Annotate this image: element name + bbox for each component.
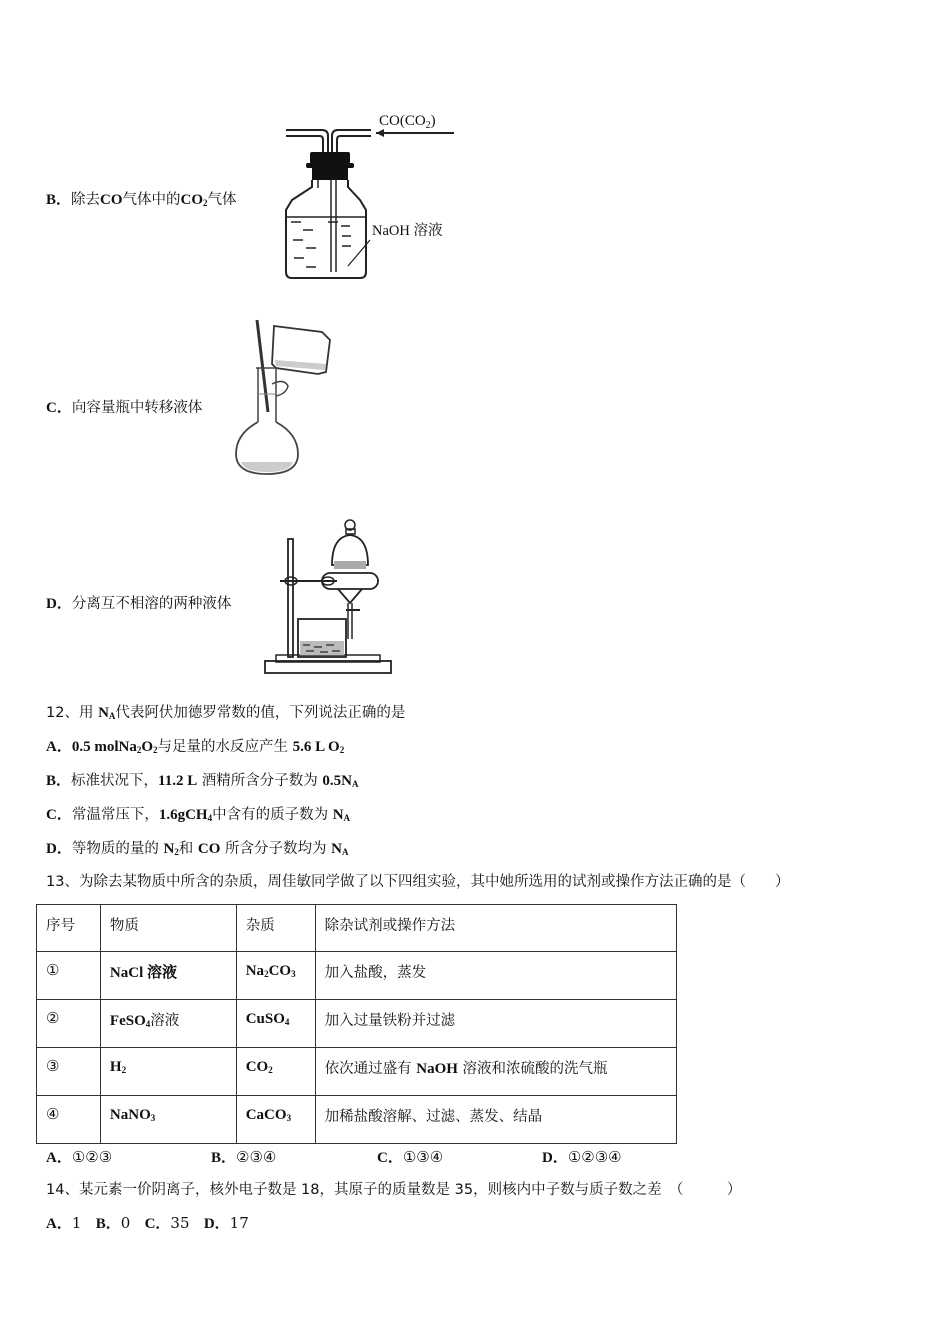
option-value: 1 bbox=[71, 1214, 82, 1232]
formula: O bbox=[141, 739, 154, 755]
subscript: 2 bbox=[174, 847, 179, 857]
option-text: 除去 bbox=[71, 192, 101, 208]
option-text: 标准状况下， bbox=[71, 773, 159, 789]
table-header: 序号 bbox=[37, 905, 101, 952]
option-text: 气体 bbox=[207, 192, 237, 208]
table-cell bbox=[100, 1000, 236, 1048]
q14-options bbox=[46, 1213, 249, 1234]
q12-option-c bbox=[46, 804, 350, 825]
formula: Na bbox=[245, 963, 265, 979]
method-text: 溶液和浓硫酸的洗气瓶 bbox=[457, 1061, 608, 1077]
q12-option-b bbox=[46, 770, 359, 791]
q12-option-a bbox=[46, 736, 344, 757]
option-label: B． bbox=[95, 1216, 121, 1232]
q14-stem: 14、某元素一价阴离子，核外电子数是 18，其原子的质量数是 35，则核内中子数与质子数之差 （ ） bbox=[46, 1182, 742, 1198]
option-label: A． bbox=[46, 1216, 72, 1232]
option-value: ①②③ bbox=[71, 1148, 113, 1166]
table-cell bbox=[236, 1000, 315, 1048]
table-cell: 加稀盐酸溶解、过滤、蒸发、结晶 bbox=[315, 1096, 676, 1144]
table-cell bbox=[100, 952, 236, 1000]
option-label: D． bbox=[203, 1216, 230, 1232]
option-label: B． bbox=[46, 773, 72, 789]
option-value: 35 bbox=[170, 1214, 190, 1232]
q12-stem bbox=[46, 702, 405, 723]
formula: 0.5N bbox=[322, 773, 353, 789]
option-text: 与足量的水反应产生 bbox=[157, 739, 293, 755]
formula: CaCO bbox=[245, 1107, 287, 1123]
option-label: A． bbox=[46, 739, 72, 755]
subscript: A bbox=[352, 779, 359, 789]
table-cell bbox=[315, 1048, 676, 1096]
formula: NaNO bbox=[109, 1107, 151, 1123]
table-header-row bbox=[37, 905, 677, 952]
formula: 0.5 molNa bbox=[71, 739, 137, 755]
q13-option-b bbox=[211, 1146, 276, 1167]
option-text: 气体中的 bbox=[122, 192, 181, 208]
subscript: 2 bbox=[268, 1065, 273, 1075]
impurity-table bbox=[36, 904, 677, 1144]
option-text: 分离互不相溶的两种液体 bbox=[71, 596, 232, 612]
substance-text: 溶液 bbox=[150, 1013, 180, 1029]
option-text: 中含有的质子数为 bbox=[212, 807, 333, 823]
subscript: 2 bbox=[339, 745, 345, 755]
table-row bbox=[37, 952, 677, 1000]
table-cell: ④ bbox=[37, 1096, 101, 1144]
subscript: 3 bbox=[286, 1113, 292, 1123]
q13-option-d bbox=[542, 1146, 622, 1167]
table-header: 除杂试剂或操作方法 bbox=[315, 905, 676, 952]
formula: CO bbox=[268, 963, 292, 979]
gas-washing-bottle-figure bbox=[276, 100, 476, 280]
table-cell bbox=[236, 1096, 315, 1144]
subscript: 2 bbox=[153, 745, 158, 755]
table-row bbox=[37, 1000, 677, 1048]
option-value: ①③④ bbox=[402, 1148, 444, 1166]
option-label: D． bbox=[46, 841, 72, 857]
formula: CO bbox=[197, 841, 221, 857]
formula: FeSO bbox=[109, 1013, 146, 1029]
formula: NaOH bbox=[416, 1061, 458, 1077]
option-value: ①②③④ bbox=[567, 1148, 622, 1166]
subscript: 2 bbox=[203, 198, 208, 208]
table-cell bbox=[236, 952, 315, 1000]
option-label: C． bbox=[144, 1216, 171, 1232]
option-label: C． bbox=[377, 1150, 403, 1166]
option-label: C． bbox=[46, 807, 72, 823]
volumetric-flask-figure bbox=[228, 312, 343, 482]
arrow-label: $CO(CO_2)$ bbox=[379, 113, 436, 131]
table-cell bbox=[236, 1048, 315, 1096]
q13-stem: 13、为除去某物质中所含的杂质，周佳敏同学做了以下四组实验，其中她所选用的试剂或操作方法正确的是（ ） bbox=[46, 874, 790, 890]
formula: CO bbox=[180, 192, 204, 208]
option-label: C． bbox=[46, 400, 72, 416]
option-value: 0 bbox=[120, 1214, 131, 1232]
option-text: 常温常压下， bbox=[71, 807, 159, 823]
option-text: 酒精所含分子数为 bbox=[197, 773, 323, 789]
formula: 1.6gCH bbox=[158, 807, 208, 823]
formula: N bbox=[332, 807, 344, 823]
subscript: 2 bbox=[121, 1065, 127, 1075]
option-text: 向容量瓶中转移液体 bbox=[71, 400, 203, 416]
table-header: 杂质 bbox=[236, 905, 315, 952]
formula: N bbox=[331, 841, 342, 857]
bottle-label: NaOH 溶液 bbox=[372, 223, 443, 239]
table-cell: 加入过量铁粉并过滤 bbox=[315, 1000, 676, 1048]
q13-option-c bbox=[377, 1146, 443, 1167]
separatory-funnel-figure bbox=[262, 517, 397, 677]
option-label: A． bbox=[46, 1150, 72, 1166]
subscript: 4 bbox=[207, 813, 213, 823]
option-text: 所含分子数均为 bbox=[220, 841, 332, 857]
formula: H bbox=[109, 1059, 122, 1075]
question-number: 12、 bbox=[46, 705, 79, 721]
subscript: A bbox=[343, 813, 351, 823]
subscript: 3 bbox=[150, 1113, 156, 1123]
option-label: D． bbox=[542, 1150, 568, 1166]
q11-option-d bbox=[46, 593, 231, 614]
table-cell: ② bbox=[37, 1000, 101, 1048]
subscript: 4 bbox=[284, 1017, 290, 1027]
substance: NaCl 溶液 bbox=[109, 965, 177, 981]
formula: 11.2 L bbox=[158, 773, 198, 789]
table-row bbox=[37, 1096, 677, 1144]
subscript: A bbox=[341, 847, 349, 857]
formula: N bbox=[163, 841, 175, 857]
subscript: 2 bbox=[136, 745, 142, 755]
option-value: 17 bbox=[229, 1214, 249, 1232]
table-row bbox=[37, 1048, 677, 1096]
formula: N bbox=[98, 705, 109, 721]
table-cell: ① bbox=[37, 952, 101, 1000]
stem-text: 代表阿伏加德罗常数的值，下列说法正确的是 bbox=[115, 705, 406, 721]
formula: 5.6 L O bbox=[292, 739, 340, 755]
option-label: B． bbox=[46, 192, 72, 208]
option-label: D． bbox=[46, 596, 72, 612]
table-cell bbox=[100, 1096, 236, 1144]
subscript: A bbox=[108, 711, 116, 721]
subscript: 4 bbox=[145, 1019, 151, 1029]
table-cell: 加入盐酸，蒸发 bbox=[315, 952, 676, 1000]
option-value: ②③④ bbox=[236, 1148, 277, 1166]
option-text: 等物质的量的 bbox=[71, 841, 164, 857]
q11-option-b bbox=[46, 189, 237, 210]
table-cell bbox=[100, 1048, 236, 1096]
formula: CO bbox=[245, 1059, 269, 1075]
q11-option-c bbox=[46, 397, 202, 418]
subscript: 3 bbox=[291, 969, 296, 979]
option-text: 和 bbox=[178, 841, 198, 857]
formula: CuSO bbox=[245, 1011, 285, 1027]
method-text: 依次通过盛有 bbox=[324, 1061, 417, 1077]
q13-option-a bbox=[46, 1146, 112, 1167]
subscript: 2 bbox=[264, 969, 269, 979]
q12-option-d bbox=[46, 838, 348, 859]
formula: CO bbox=[100, 192, 123, 208]
option-label: B． bbox=[211, 1150, 237, 1166]
stem-text: 用 bbox=[78, 705, 99, 721]
table-cell: ③ bbox=[37, 1048, 101, 1096]
table-header: 物质 bbox=[100, 905, 236, 952]
